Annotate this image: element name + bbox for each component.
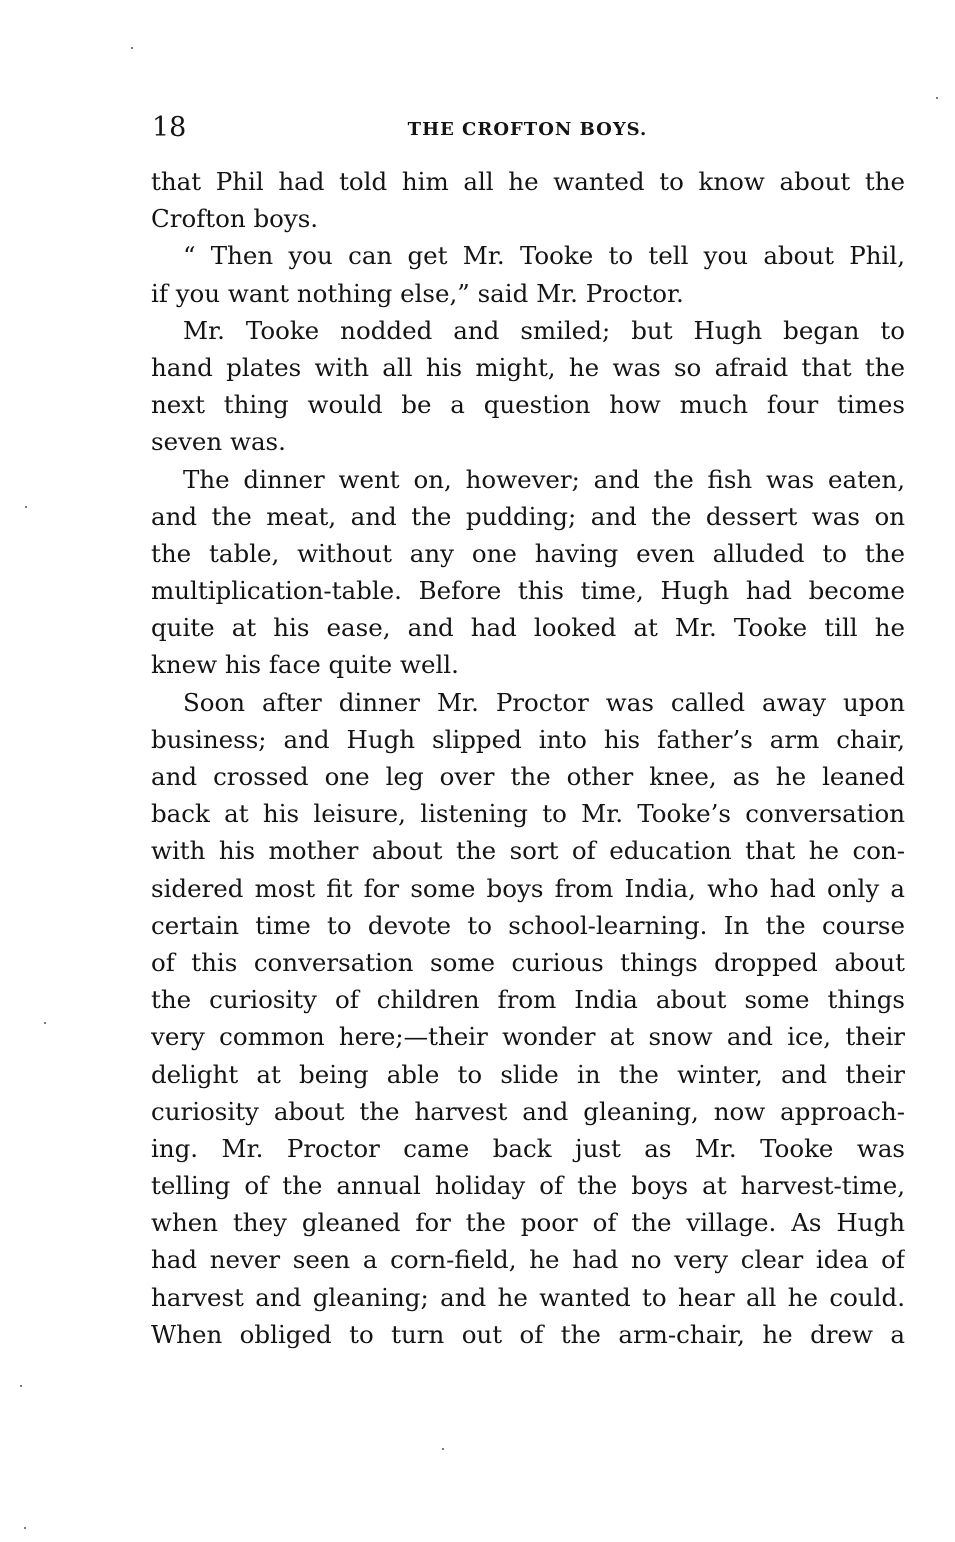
text-line: seven was.: [151, 427, 286, 457]
text-line: next thing would be a question how much four times: [151, 390, 905, 420]
text-line: curiosity about the harvest and gleaning, now approach-: [151, 1096, 905, 1126]
text-line: delight at being able to slide in the winter, and their: [151, 1059, 905, 1089]
text-line: “ Then you can get Mr. Tooke to tell you about Phil,: [183, 241, 905, 271]
text-line: knew his face quite well.: [151, 650, 459, 680]
scan-speck: [936, 97, 938, 99]
text-line: of this conversation some curious things dropped about: [151, 947, 905, 977]
text-line: the curiosity of children from India about some things: [151, 985, 905, 1015]
text-line: that Phil had told him all he wanted to know about the: [151, 167, 905, 196]
text-line: quite at his ease, and had looked at Mr. Tooke till he: [151, 613, 905, 643]
text-line: with his mother about the sort of education that he con-: [151, 836, 905, 866]
text-line: hand plates with all his might, he was so afraid that the: [151, 352, 905, 382]
text-line: When obliged to turn out of the arm-chair, he drew a: [151, 1319, 905, 1349]
text-line: the table, without any one having even alluded to the: [151, 538, 905, 568]
text-line: Soon after dinner Mr. Proctor was called away upon: [183, 687, 905, 717]
scan-speck: [25, 506, 27, 508]
text-line: when they gleaned for the poor of the village. As Hugh: [151, 1208, 905, 1238]
scan-speck: [44, 1022, 46, 1024]
text-line: and crossed one leg over the other knee, as he leaned: [151, 762, 905, 791]
page-number: 18: [152, 112, 187, 143]
scan-speck: [442, 1448, 444, 1450]
scan-speck: [24, 1527, 26, 1529]
text-line: telling of the annual holiday of the boys at harvest-time,: [151, 1171, 905, 1201]
scan-speck: [131, 47, 133, 49]
text-line: harvest and gleaning; and he wanted to hear all he could.: [151, 1282, 905, 1312]
running-head: [150, 108, 905, 148]
text-line: ing. Mr. Proctor came back just as Mr. Tooke was: [151, 1133, 905, 1163]
text-line: sidered most fit for some boys from India, who had only a: [151, 873, 905, 903]
text-line: multiplication-table. Before this time, Hugh had become: [151, 576, 905, 606]
body-text: [151, 163, 905, 1353]
text-line: Crofton boys.: [151, 204, 319, 234]
scan-speck: [20, 1385, 22, 1387]
text-line: certain time to devote to school-learning. In the course: [151, 910, 905, 940]
book-title: THE CROFTON BOYS.: [407, 119, 648, 140]
text-line: had never seen a corn-field, he had no very clear idea of: [151, 1245, 905, 1275]
text-line: back at his leisure, listening to Mr. Tooke’s conversation: [151, 799, 905, 829]
text-line: and the meat, and the pudding; and the dessert was on: [151, 501, 905, 531]
text-line: Mr. Tooke nodded and smiled; but Hugh began to: [183, 315, 905, 345]
text-line: if you want nothing else,” said Mr. Proctor.: [151, 278, 684, 308]
text-line: business; and Hugh slipped into his father’s arm chair,: [151, 724, 905, 754]
text-line: The dinner went on, however; and the fish was eaten,: [183, 464, 905, 494]
text-line: very common here;—their wonder at snow and ice, their: [151, 1022, 905, 1052]
